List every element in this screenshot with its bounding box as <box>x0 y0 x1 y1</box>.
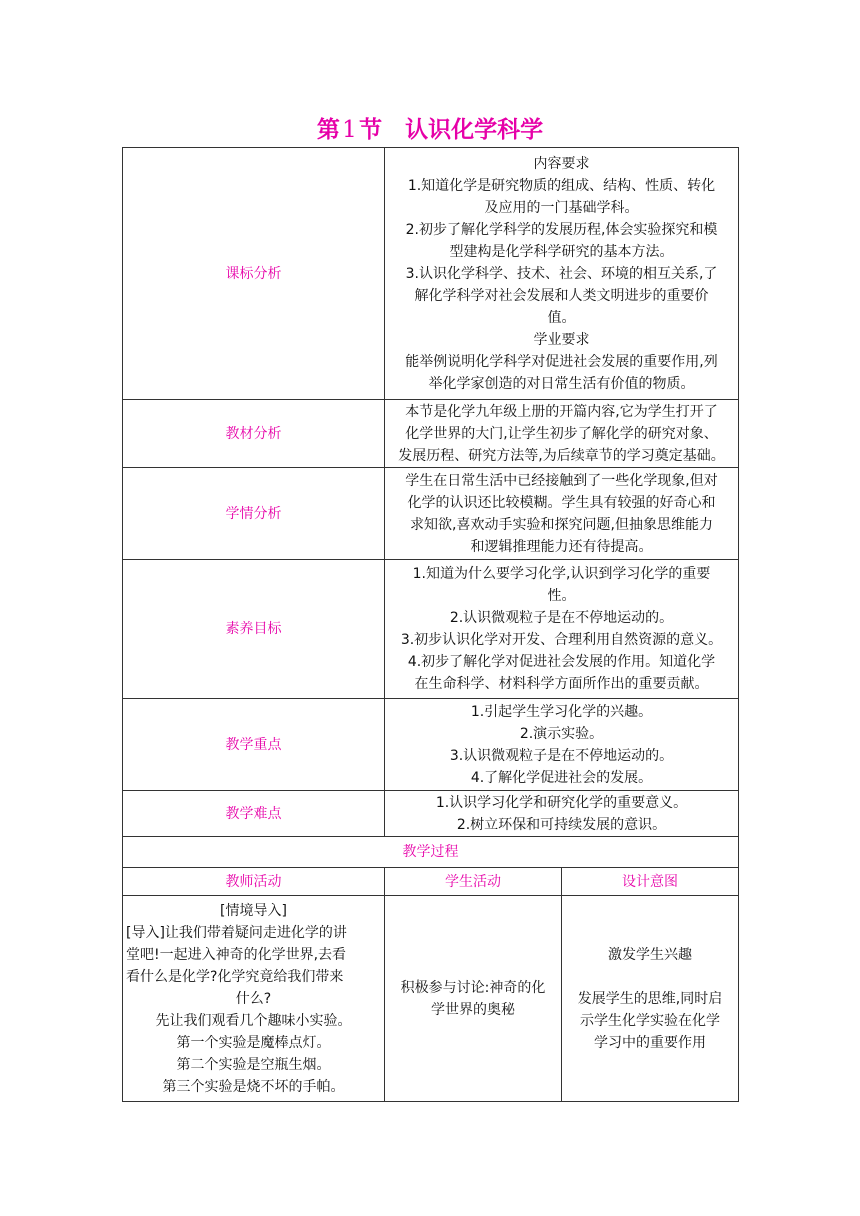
label-difficulties: 教学难点 <box>123 791 385 837</box>
row-process-columns <box>123 868 739 896</box>
line: 1.认识学习化学和研究化学的重要意义。 <box>435 794 688 811</box>
line: 激发学生兴趣 <box>608 946 692 963</box>
row-process-content <box>123 896 739 1102</box>
label-student-analysis: 学情分析 <box>123 468 385 560</box>
content-student-analysis <box>385 468 739 560</box>
line: 求知欲,喜欢动手实验和探究问题,但抽象思维能力 <box>410 516 713 533</box>
line: 学习中的重要作用 <box>594 1034 706 1051</box>
col-teacher-activity: 教师活动 <box>123 868 385 896</box>
label-key-points: 教学重点 <box>123 699 385 791</box>
line: 示学生化学实验在化学 <box>580 1012 720 1029</box>
content-textbook <box>385 400 739 468</box>
content-header: 内容要求 <box>533 155 590 172</box>
line: 4.了解化学促进社会的发展。 <box>470 769 653 786</box>
process-header: 教学过程 <box>123 837 739 868</box>
line: 和逻辑推理能力还有待提高。 <box>470 538 653 555</box>
line: 解化学科学对社会发展和人类文明进步的重要价 <box>414 287 709 304</box>
label-literacy-goals: 素养目标 <box>123 560 385 699</box>
line: 第二个实验是空瓶生烟。 <box>176 1056 331 1073</box>
col-student-activity: 学生活动 <box>385 868 562 896</box>
line: 2.认识微观粒子是在不停地运动的。 <box>449 610 674 626</box>
line: 学生在日常生活中已经接触到了一些化学现象,但对 <box>405 472 718 489</box>
line: 2.初步了解化学科学的发展历程,体会实验探究和模 <box>405 221 718 238</box>
line: 值。 <box>547 309 576 326</box>
line: 学世界的奥秘 <box>431 1001 515 1018</box>
content-literacy-goals <box>385 560 739 699</box>
title-suffix: 节 认识化学科学 <box>359 117 544 143</box>
row-curriculum <box>123 148 739 400</box>
line: 1.知道化学是研究物质的组成、结构、性质、转化 <box>407 177 716 194</box>
label-textbook: 教材分析 <box>123 400 385 468</box>
col-design-intent: 设计意图 <box>562 868 739 896</box>
line: 在生命科学、材料科学方面所作出的重要贡献。 <box>414 676 709 692</box>
line: 2.演示实验。 <box>519 725 604 742</box>
line: 能举例说明化学科学对促进社会发展的重要作用,列 <box>405 353 718 370</box>
line: 型建构是化学科学研究的基本方法。 <box>449 243 674 260</box>
line: 积极参与讨论:神奇的化 <box>400 979 546 996</box>
line: 看什么是化学?化学究竟给我们带来 <box>126 968 344 985</box>
spacer <box>565 966 735 988</box>
line: 第三个实验是烧不坏的手帕。 <box>162 1078 345 1095</box>
row-difficulties <box>123 791 739 837</box>
line: 1.引起学生学习化学的兴趣。 <box>470 703 653 720</box>
row-literacy-goals <box>123 560 739 699</box>
content-difficulties <box>385 791 739 837</box>
line: 化学的认识还比较模糊。学生具有较强的好奇心和 <box>407 494 716 511</box>
line: 3.认识化学科学、技术、社会、环境的相互关系,了 <box>405 265 718 282</box>
line: 1.知道为什么要学习化学,认识到学习化学的重要 <box>412 566 711 582</box>
line: [情境导入] <box>220 902 287 919</box>
title-number: 1 <box>342 117 357 143</box>
academic-header: 学业要求 <box>533 331 590 348</box>
line: 本节是化学九年级上册的开篇内容,它为学生打开了 <box>405 403 718 420</box>
line: 发展历程、研究方法等,为后续章节的学习奠定基础。 <box>398 447 725 464</box>
teacher-activity <box>123 896 385 1102</box>
content-key-points <box>385 699 739 791</box>
line: 第一个实验是魔棒点灯。 <box>176 1034 331 1051</box>
row-textbook <box>123 400 739 468</box>
content-curriculum <box>385 148 739 400</box>
line: 化学世界的大门,让学生初步了解化学的研究对象、 <box>405 425 718 442</box>
line: 3.认识微观粒子是在不停地运动的。 <box>449 747 674 764</box>
page-title <box>0 112 860 148</box>
row-student-analysis <box>123 468 739 560</box>
line: 及应用的一门基础学科。 <box>484 199 639 216</box>
line: 3.初步认识化学对开发、合理利用自然资源的意义。 <box>400 632 723 648</box>
title-prefix: 第 <box>316 117 340 143</box>
line: 举化学家创造的对日常生活有价值的物质。 <box>428 375 695 392</box>
student-activity <box>385 896 562 1102</box>
line: 性。 <box>547 588 576 604</box>
line: 堂吧!一起进入神奇的化学世界,去看 <box>126 946 347 963</box>
line: 发展学生的思维,同时启 <box>577 990 723 1007</box>
row-process-header <box>123 837 739 868</box>
label-curriculum: 课标分析 <box>123 148 385 400</box>
line: 什么? <box>235 990 272 1007</box>
lesson-plan-table <box>122 147 739 1102</box>
line: 4.初步了解化学对促进社会发展的作用。知道化学 <box>407 654 716 670</box>
line: 2.树立环保和可持续发展的意识。 <box>456 816 667 833</box>
design-intent <box>562 896 739 1102</box>
line: 先让我们观看几个趣味小实验。 <box>155 1012 352 1029</box>
row-key-points <box>123 699 739 791</box>
line: [导入]让我们带着疑问走进化学的讲 <box>126 924 347 941</box>
